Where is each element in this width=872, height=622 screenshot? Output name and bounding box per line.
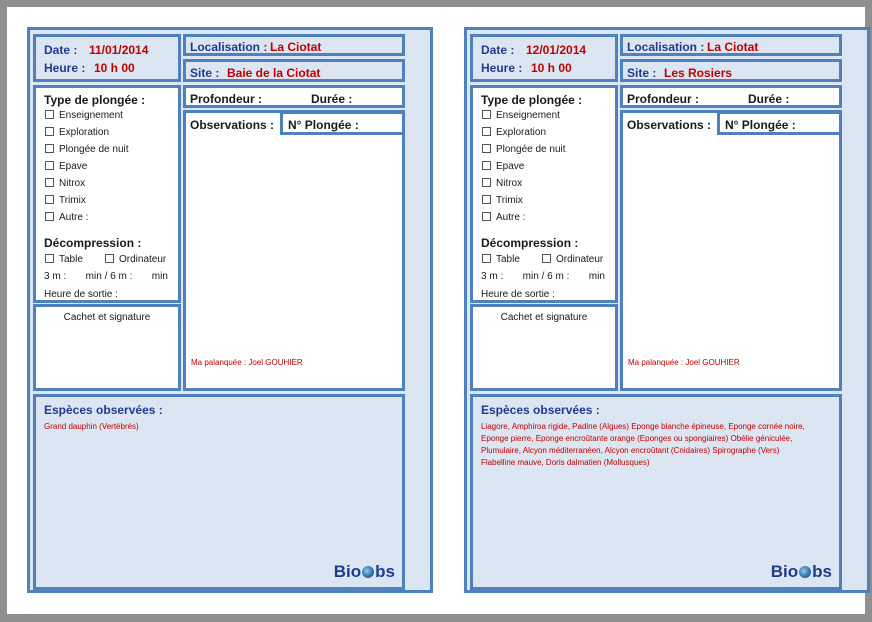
especes-label: Espèces observées : bbox=[44, 403, 163, 417]
dive-card-2 bbox=[464, 27, 870, 593]
checkbox-icon[interactable] bbox=[45, 110, 54, 119]
checkbox-icon[interactable] bbox=[542, 254, 551, 263]
date-time-box bbox=[470, 34, 618, 82]
heure-value: 10 h 00 bbox=[531, 61, 572, 75]
checkbox-icon[interactable] bbox=[482, 110, 491, 119]
date-time-box bbox=[33, 34, 181, 82]
dive-type-option[interactable] bbox=[45, 144, 129, 155]
checkbox-icon[interactable] bbox=[45, 212, 54, 221]
dive-type-box bbox=[33, 85, 181, 303]
paliers-line: 3 m : min / 6 m : min bbox=[481, 271, 605, 282]
dive-type-option[interactable] bbox=[482, 127, 546, 138]
bioobs-logo: Bio bs bbox=[333, 562, 395, 581]
especes-box bbox=[470, 394, 842, 590]
localisation-label: Localisation : bbox=[627, 40, 705, 54]
dive-type-option[interactable] bbox=[482, 110, 560, 121]
observations-box bbox=[183, 110, 405, 391]
dive-type-label: Plongée de nuit bbox=[59, 144, 129, 155]
observations-box bbox=[620, 110, 842, 391]
profondeur-label: Profondeur : bbox=[190, 92, 262, 106]
especes-list bbox=[481, 421, 805, 469]
dive-type-label: Epave bbox=[496, 161, 525, 172]
date-value: 12/01/2014 bbox=[526, 43, 587, 57]
heure-sortie-label: Heure de sortie : bbox=[481, 289, 555, 300]
espece-line: Plumulaire, Alcyon méditerranéen, Alcyon encroûtant (Cnidaires) Spirographe (Vers) bbox=[481, 446, 780, 455]
n-plongee-label: N° Plongée : bbox=[725, 118, 796, 132]
n-plongee-label: N° Plongée : bbox=[288, 118, 359, 132]
dive-type-label: Trimix bbox=[59, 195, 86, 206]
dive-type-option[interactable] bbox=[482, 212, 525, 223]
dive-type-option[interactable] bbox=[45, 195, 86, 206]
especes-label: Espèces observées : bbox=[481, 403, 600, 417]
dive-type-option[interactable] bbox=[45, 178, 85, 189]
especes-list bbox=[44, 421, 139, 433]
profondeur-box bbox=[183, 85, 405, 108]
dive-type-option[interactable] bbox=[482, 144, 566, 155]
site-value: Les Rosiers bbox=[664, 66, 733, 80]
dive-type-option[interactable] bbox=[45, 110, 123, 121]
dive-type-option[interactable] bbox=[482, 195, 523, 206]
dive-type-label: Exploration bbox=[59, 127, 110, 138]
palanquee-text: Ma palanquée : Joel GOUHIER bbox=[191, 358, 303, 367]
dive-type-label: Autre : bbox=[496, 212, 526, 223]
observations-label: Observations : bbox=[627, 118, 712, 132]
dive-type-label: Epave bbox=[59, 161, 88, 172]
cachet-label: Cachet et signature bbox=[63, 312, 151, 323]
dive-type-option[interactable] bbox=[482, 178, 522, 189]
heure-label: Heure : bbox=[481, 61, 523, 75]
site-box bbox=[620, 59, 842, 82]
globe-icon bbox=[362, 566, 374, 578]
checkbox-icon[interactable] bbox=[45, 178, 54, 187]
cachet-box bbox=[470, 304, 618, 391]
table-option[interactable] bbox=[45, 254, 83, 265]
ordinateur-option[interactable] bbox=[542, 254, 603, 265]
table-option[interactable] bbox=[482, 254, 520, 265]
ordinateur-label: Ordinateur bbox=[119, 254, 167, 265]
dive-type-label: Enseignement bbox=[496, 110, 560, 121]
espece-line: Liagore, Amphiroa rigide, Padine (Algues) Eponge blanche épineuse, Eponge cornée noire, bbox=[481, 422, 805, 431]
dive-type-option[interactable] bbox=[45, 127, 109, 138]
checkbox-icon[interactable] bbox=[45, 161, 54, 170]
checkbox-icon[interactable] bbox=[482, 212, 491, 221]
dive-type-label: Nitrox bbox=[59, 178, 86, 189]
site-box bbox=[183, 59, 405, 82]
espece-line: Flabelline mauve, Doris dalmatien (Mollusques) bbox=[481, 458, 650, 467]
palanquee-text: Ma palanquée : Joel GOUHIER bbox=[628, 358, 740, 367]
checkbox-icon[interactable] bbox=[482, 254, 491, 263]
checkbox-icon[interactable] bbox=[482, 195, 491, 204]
decompression-label: Décompression : bbox=[44, 236, 142, 250]
duree-label: Durée : bbox=[748, 92, 790, 106]
dive-type-option[interactable] bbox=[482, 161, 524, 172]
checkbox-icon[interactable] bbox=[482, 127, 491, 136]
dive-type-label: Type de plongée : bbox=[481, 93, 583, 107]
dive-type-label: Enseignement bbox=[59, 110, 123, 121]
date-value: 11/01/2014 bbox=[89, 43, 149, 57]
dive-type-option[interactable] bbox=[45, 212, 88, 223]
dive-type-label: Autre : bbox=[59, 212, 89, 223]
cachet-box bbox=[33, 304, 181, 391]
ordinateur-label: Ordinateur bbox=[556, 254, 604, 265]
globe-icon bbox=[799, 566, 811, 578]
localisation-label: Localisation : bbox=[190, 40, 268, 54]
date-label: Date : bbox=[44, 43, 78, 57]
especes-box bbox=[33, 394, 405, 590]
localisation-box bbox=[620, 34, 842, 56]
dive-type-option[interactable] bbox=[45, 161, 87, 172]
espece-line: Grand dauphin (Vertébrés) bbox=[44, 422, 139, 431]
duree-label: Durée : bbox=[311, 92, 353, 106]
table-label: Table bbox=[496, 254, 520, 265]
profondeur-label: Profondeur : bbox=[627, 92, 699, 106]
checkbox-icon[interactable] bbox=[482, 178, 491, 187]
dive-type-label: Type de plongée : bbox=[44, 93, 146, 107]
n-plongee-box bbox=[280, 111, 405, 135]
espece-line: Eponge pierre, Eponge encroûtante orange (Eponges ou spongiaires) Obélie géniculée, bbox=[481, 434, 793, 443]
bioobs-logo: Bio bs bbox=[770, 562, 832, 581]
heure-label: Heure : bbox=[44, 61, 86, 75]
dive-type-label: Plongée de nuit bbox=[496, 144, 566, 155]
checkbox-icon[interactable] bbox=[45, 254, 54, 263]
profondeur-box bbox=[620, 85, 842, 108]
decompression-label: Décompression : bbox=[481, 236, 579, 250]
localisation-box bbox=[183, 34, 405, 56]
dive-type-label: Nitrox bbox=[496, 178, 523, 189]
heure-sortie-label: Heure de sortie : bbox=[44, 289, 118, 300]
checkbox-icon[interactable] bbox=[45, 144, 54, 153]
dive-type-label: Exploration bbox=[496, 127, 547, 138]
table-label: Table bbox=[59, 254, 83, 265]
paliers-line: 3 m : min / 6 m : min bbox=[44, 271, 168, 282]
checkbox-icon[interactable] bbox=[482, 161, 491, 170]
heure-value: 10 h 00 bbox=[94, 61, 135, 75]
dive-type-label: Trimix bbox=[496, 195, 523, 206]
checkbox-icon[interactable] bbox=[45, 127, 54, 136]
checkbox-icon[interactable] bbox=[105, 254, 114, 263]
dive-type-box bbox=[470, 85, 618, 303]
dive-card-1 bbox=[27, 27, 433, 593]
checkbox-icon[interactable] bbox=[482, 144, 491, 153]
site-value: Baie de la Ciotat bbox=[227, 66, 321, 80]
observations-label: Observations : bbox=[190, 118, 275, 132]
n-plongee-box bbox=[717, 111, 842, 135]
date-label: Date : bbox=[481, 43, 515, 57]
localisation-value: La Ciotat bbox=[707, 40, 759, 54]
checkbox-icon[interactable] bbox=[45, 195, 54, 204]
cachet-label: Cachet et signature bbox=[500, 312, 588, 323]
ordinateur-option[interactable] bbox=[105, 254, 166, 265]
localisation-value: La Ciotat bbox=[270, 40, 322, 54]
site-label: Site : bbox=[627, 66, 657, 80]
site-label: Site : bbox=[190, 66, 220, 80]
